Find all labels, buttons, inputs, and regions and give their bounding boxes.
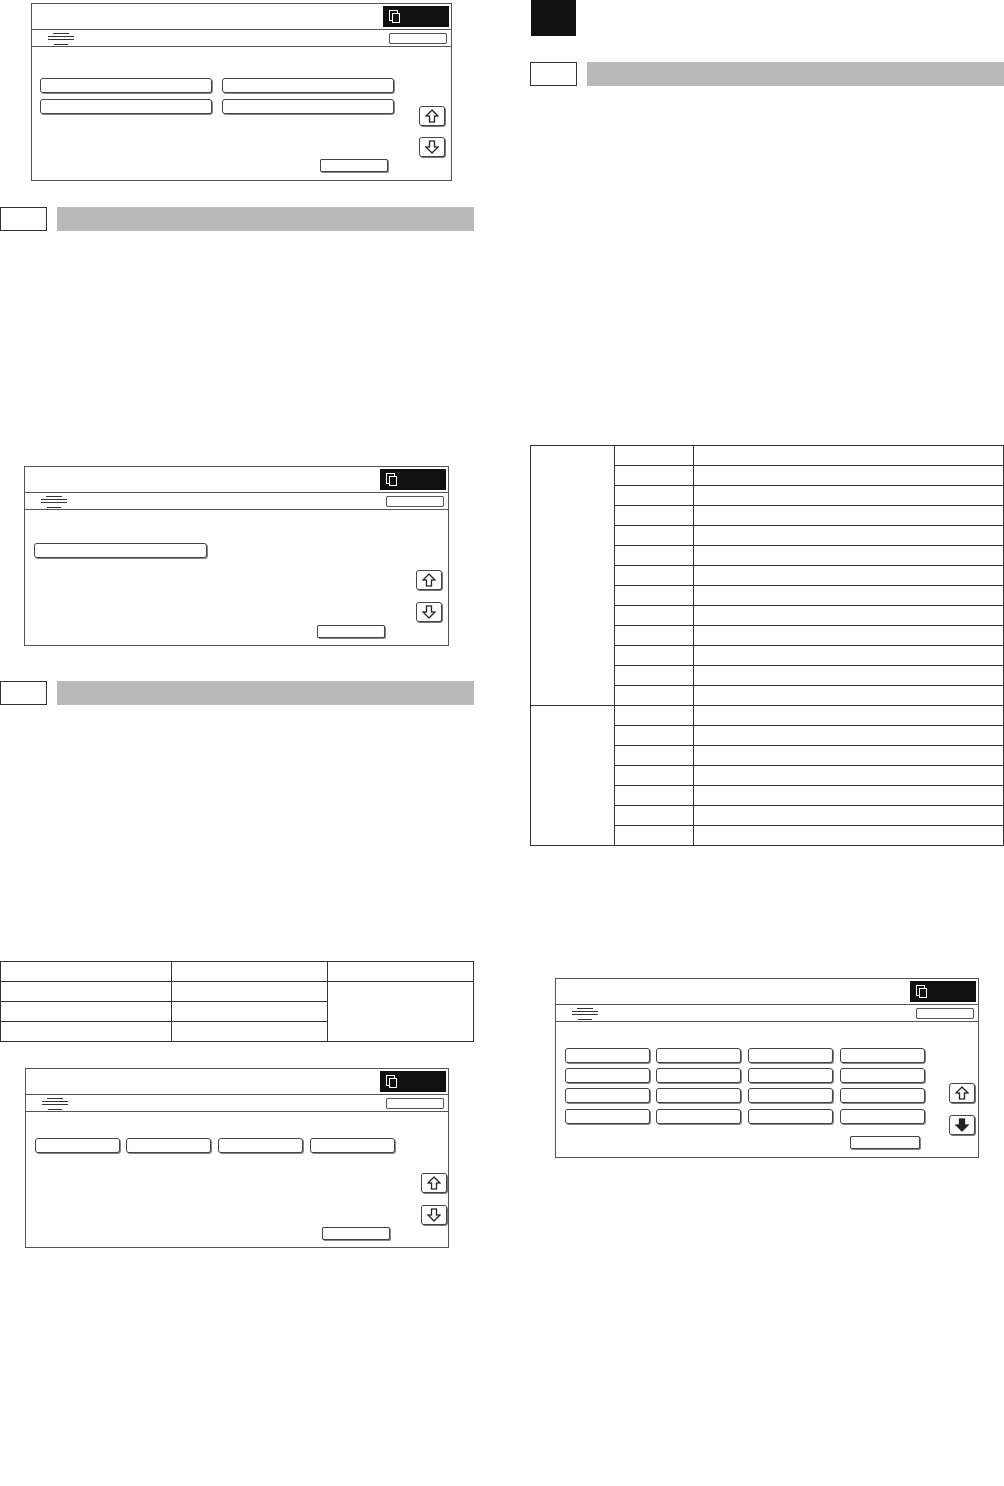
table-cell [172,982,328,1002]
option-button[interactable] [656,1109,741,1124]
table-cell [615,706,694,726]
table-cell [1,982,172,1002]
ok-button[interactable] [389,33,447,44]
arrow-up-icon [427,1176,441,1190]
option-button[interactable] [565,1048,650,1063]
table-row [531,446,1004,466]
scroll-down-button[interactable] [949,1115,975,1135]
table-cell [694,526,1004,546]
section-title-bar [587,62,1004,86]
table-header-cell [328,962,474,982]
copy-icon [386,473,395,484]
table-cell [615,806,694,826]
table-cell [615,786,694,806]
copy-icon [389,10,398,21]
option-button[interactable] [748,1088,833,1103]
table-cell [694,666,1004,686]
section-title-bar [57,207,474,231]
table-cell [615,586,694,606]
table-cell [694,626,1004,646]
arrow-down-icon [427,1208,441,1222]
table-cell [694,826,1004,846]
table-cell [172,1022,328,1042]
copy-mode-badge[interactable] [380,1071,446,1092]
table-cell [694,566,1004,586]
section-title-bar [57,681,474,705]
bottom-action-button[interactable] [320,159,388,172]
option-button[interactable] [565,1068,650,1083]
table-cell [615,546,694,566]
table-cell [615,486,694,506]
panel-subheader [32,29,451,47]
table-cell [615,726,694,746]
table-cell [615,826,694,846]
table-cell [172,1002,328,1022]
settings-panel-2 [24,466,449,646]
copy-mode-badge[interactable] [383,6,449,27]
option-button[interactable] [840,1068,925,1083]
section-label-box [530,62,577,86]
option-button[interactable] [126,1138,211,1153]
option-button[interactable] [565,1088,650,1103]
arrow-up-icon [425,109,439,123]
panel-header [556,979,978,1005]
option-button[interactable] [656,1048,741,1063]
scroll-up-button[interactable] [419,106,445,126]
table-cell [615,746,694,766]
table-cell [694,646,1004,666]
option-button[interactable] [656,1088,741,1103]
option-button[interactable] [34,543,207,558]
table-cell [615,766,694,786]
table-cell [615,566,694,586]
scroll-up-button[interactable] [949,1083,975,1103]
ok-button[interactable] [916,1008,974,1019]
scroll-down-button[interactable] [421,1205,447,1225]
option-button[interactable] [222,99,394,114]
right-data-table [530,445,1004,846]
copy-mode-badge[interactable] [380,469,446,490]
option-button[interactable] [748,1068,833,1083]
table-cell [615,526,694,546]
table-cell [694,586,1004,606]
table-cell [694,746,1004,766]
menu-icon [572,1007,598,1021]
option-button[interactable] [565,1109,650,1124]
table-cell [1,1002,172,1022]
arrow-down-icon [422,605,436,619]
scroll-up-button[interactable] [416,570,442,590]
arrow-up-icon [955,1086,969,1100]
panel-subheader [26,1094,448,1112]
panel-header [26,1069,448,1095]
bottom-action-button[interactable] [317,625,385,638]
option-button[interactable] [656,1068,741,1083]
bottom-action-button[interactable] [850,1136,920,1149]
option-button[interactable] [40,78,212,93]
option-button[interactable] [310,1138,395,1153]
menu-icon [42,1097,68,1111]
section-label-box [0,681,47,705]
ok-button[interactable] [386,496,444,507]
panel-subheader [556,1004,978,1022]
menu-icon [41,495,67,509]
ok-button[interactable] [386,1098,444,1109]
table-cell [694,786,1004,806]
copy-mode-badge[interactable] [910,981,976,1002]
table-cell [694,546,1004,566]
arrow-up-icon [422,573,436,587]
table-cell [694,486,1004,506]
option-button[interactable] [35,1138,120,1153]
scroll-down-button[interactable] [419,137,445,157]
menu-icon [48,32,74,46]
table-row [531,706,1004,726]
option-button[interactable] [222,78,394,93]
table-cell [694,766,1004,786]
option-button[interactable] [748,1109,833,1124]
table-cell [1,1022,172,1042]
table-cell [328,982,474,1042]
settings-panel-1 [31,3,452,181]
arrow-down-icon [425,140,439,154]
left-data-table [0,961,474,1042]
copy-icon [386,1075,395,1086]
table-cell [694,726,1004,746]
table-cell [615,666,694,686]
arrow-down-icon [955,1118,969,1132]
option-button[interactable] [40,99,212,114]
table-cell [694,506,1004,526]
copy-icon [916,985,925,996]
settings-panel-3 [25,1068,449,1248]
table-header-cell [1,962,172,982]
option-button[interactable] [748,1048,833,1063]
table-cell [615,686,694,706]
group-cell [531,706,615,846]
scroll-down-button[interactable] [416,602,442,622]
table-cell [615,646,694,666]
table-cell [615,446,694,466]
scroll-up-button[interactable] [421,1173,447,1193]
table-header-cell [172,962,328,982]
table-cell [615,626,694,646]
panel-header [32,4,451,30]
panel-header [25,467,448,493]
table-cell [694,706,1004,726]
group-cell [531,446,615,706]
table-cell [694,806,1004,826]
section-label-box [0,207,47,231]
table-cell [615,466,694,486]
table-cell [615,506,694,526]
option-button[interactable] [840,1109,925,1124]
panel-subheader [25,492,448,510]
option-button[interactable] [840,1088,925,1103]
table-cell [694,446,1004,466]
option-button[interactable] [218,1138,303,1153]
table-cell [694,606,1004,626]
table-cell [694,466,1004,486]
bottom-action-button[interactable] [322,1227,390,1240]
chapter-marker [531,0,576,36]
table-cell [615,606,694,626]
settings-panel-4 [555,978,979,1158]
option-button[interactable] [840,1048,925,1063]
table-cell [694,686,1004,706]
